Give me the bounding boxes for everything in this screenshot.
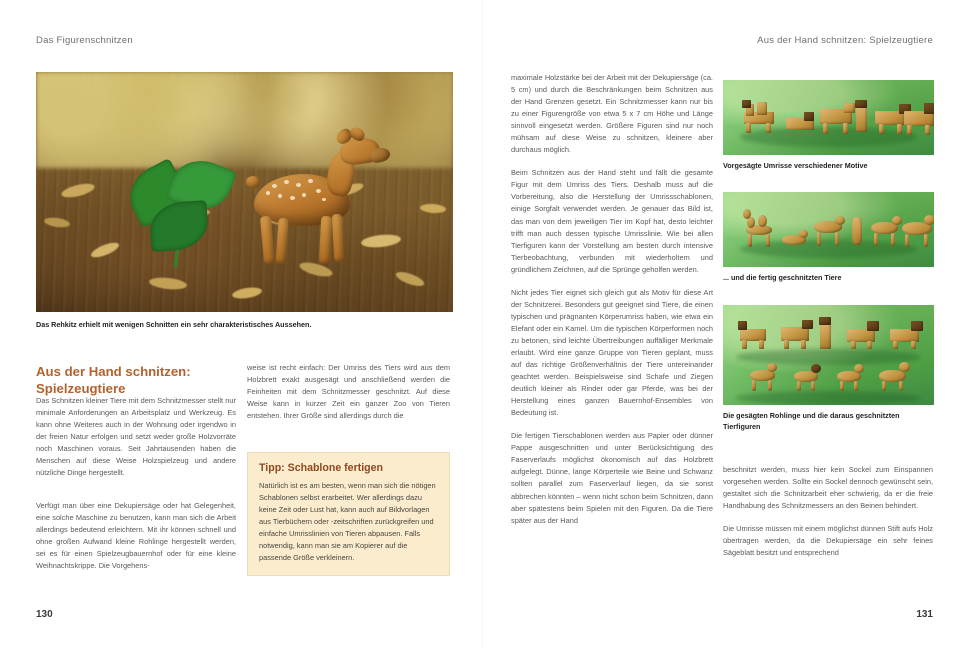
- running-head-right: Aus der Hand schnitzen: Spielzeugtiere: [757, 35, 933, 46]
- paragraph: Beim Schnitzen aus der Hand steht und fällt die gesamte Figur mit dem Umriss des Tiers. Deshalb muss auf die Vorbereitung, also die Herstellung der Umrissschablonen, einige Sorgfalt verwendet werden. Je genauer das Bild ist, das man von dem jeweiligen Tier im Kopf hat, desto leichter trifft man auch dessen typische Umrisslinie. Wie bei allen Tierfiguren kann der Vorstellung am besten durch intensive Tierbeobachtung, verbunden mit wiederholtem und gründlichem Zeichnen, auf die Sprünge geholfen werden.: [511, 168, 713, 274]
- figure-caption: Vorgesägte Umrisse verschiedener Motive: [723, 161, 868, 170]
- figure-blanks-and-figures: [723, 305, 934, 432]
- figure-carved-animals: [723, 192, 934, 284]
- page-gutter: [482, 0, 483, 648]
- paragraph: weise ist recht einfach: Der Umriss des Tiers wird aus dem Holzbrett exakt ausgesägt und anschließend werden die Feinheiten mit dem Schnitzmesser geschnitzt. Auf diese Weise kann in kurzer Zeit ein ganzer Zoo von Tieren entstehen. Ihrer Größe sind allerdings durch die: [247, 363, 450, 421]
- left-column-paragraph-1: [36, 395, 236, 479]
- caption-main-photo: Das Rehkitz erhielt mit wenigen Schnitten ein sehr charakteristisches Aussehen.: [36, 320, 312, 329]
- tip-box-body: [259, 480, 438, 564]
- left-column-2-text: [247, 362, 450, 422]
- paragraph: Das Schnitzen kleiner Tiere mit dem Schnitzmesser stellt nur minimale Anforderungen an Arbeitsplatz und Werkzeug. Es kann ohne Weiteres auch in der Wohnung oder irgendwo in der freien Natur erfolgen und setzt weder große Holzvorräte noch Maschinen voraus. Seit Jahrtausenden haben die Menschen auf diese Weise Holzspielzeug und andere nützliche Dinge hergestellt.: [36, 396, 236, 478]
- folio-left: 130: [36, 609, 53, 620]
- paragraph: beschnitzt werden, muss hier kein Sockel zum Einspannen vorgesehen werden. Sollte ein Sockel dennoch gewünscht sein, gestaltet sich die Schnitzarbeit eher schwierig, da er die freie Handhabung des Schnitzmessers an den Beinen behindert.: [723, 465, 933, 511]
- paragraph: Die Umrisse müssen mit einem möglichst dünnen Stift aufs Holz übertragen werden, da die Dekupiersäge ein sehr feines Sägeblatt besitzt und entsprechend: [723, 524, 933, 558]
- folio-right: 131: [916, 609, 933, 620]
- figure-caption: ... und die fertig geschnitzten Tiere: [723, 273, 842, 282]
- tip-box-title: Tipp: Schablone fertigen: [259, 462, 383, 474]
- paragraph: Nicht jedes Tier eignet sich gleich gut als Motiv für diese Art der Schnitzerei. Besonders gut geeignet sind Tiere, die einen typischen und prägnanten Körperumriss haben, wie etwa ein Elefant oder ein Kamel. Um die typischen Körperformen noch zu betonen, sind leichte Übertreibungen auffälliger Merkmale erlaubt. Wird eine ganze Gruppe von Tieren geplant, muss auf das richtige Größenverhältnis der Tiere untereinander geachtet werden. Beispielsweise sind Schafe und Ziegen deutlich kleiner als Rinder oder gar Pferde, was bei der Herstellung eines ganzen Bauernhof-Ensembles von Bedeutung ist.: [511, 287, 713, 418]
- tip-box: [247, 452, 450, 576]
- paragraph: Natürlich ist es am besten, wenn man sich die nötigen Schablonen selbst erarbeitet. Wer allerdings dazu keine Zeit oder Lust hat, kann auch auf Bildvorlagen aus Tierbüchern oder -zeitschriften zurückgreifen und einfache Umrisslinien von Tieren abpausen. Falls notwendig, kann man sie am Kopierer auf die passende Größe verkleinern.: [259, 481, 436, 562]
- figure-caption: Die gesägten Rohlinge und die daraus geschnitzten Tierfiguren: [723, 411, 900, 431]
- figure-sawn-outlines: [723, 80, 934, 172]
- paragraph: Die fertigen Tierschablonen werden aus Papier oder dünner Pappe ausgeschnitten und unter Berücksichtigung des Faserverlaufs möglichst ökonomisch auf das Holzbrett aufgelegt. Dünne, lange Körperteile wie Beine und Schwanz sollten parallel zum Faserverlauf liegen, da sie sonst abbrechen könnten – wenn nicht schon beim Schnitzen, dann aber spätestens beim Spielen mit den Figuren. Da die Tiere später aus der Hand: [511, 431, 713, 525]
- photo-fawn-with-clover: [36, 72, 453, 312]
- page-title: Aus der Hand schnitzen: Spielzeugtiere: [36, 363, 191, 397]
- photo-carved-animals: [723, 192, 934, 267]
- photo-blanks-and-figures: [723, 305, 934, 405]
- running-head-left: Das Figurenschnitzen: [36, 35, 133, 46]
- photo-sawn-outlines: [723, 80, 934, 155]
- right-column-2-text: [723, 464, 933, 559]
- right-column-1-text: [511, 72, 713, 527]
- paragraph: maximale Holzstärke bei der Arbeit mit der Dekupiersäge (ca. 5 cm) und durch die Beschränkungen beim Schnitzen aus der Hand Grenzen gesetzt. Ein Schnitzmesser kann nur bis zu einer Figurengröße von etwa 5 x 7 cm Höhe und Länge sinnvoll eingesetzt werden. Größere Figuren sind nur noch mühsam auf diese Weise zu schnitzen, kleinere aber durchaus möglich.: [511, 73, 713, 155]
- left-column-paragraph-2: [36, 500, 236, 572]
- paragraph: Verfügt man über eine Dekupiersäge oder hat Gelegenheit, eine solche Maschine zu benutzen, kann man sich die Arbeit allerdings bedeutend erleichtern. Mit ihr können schnell und ohne großen Aufwand kleine Rohlinge hergestellt werden, sei es für einen Spielzeugbauernhof oder für eine kleine Weihnachtskrippe. Die Vorgehens-: [36, 501, 236, 571]
